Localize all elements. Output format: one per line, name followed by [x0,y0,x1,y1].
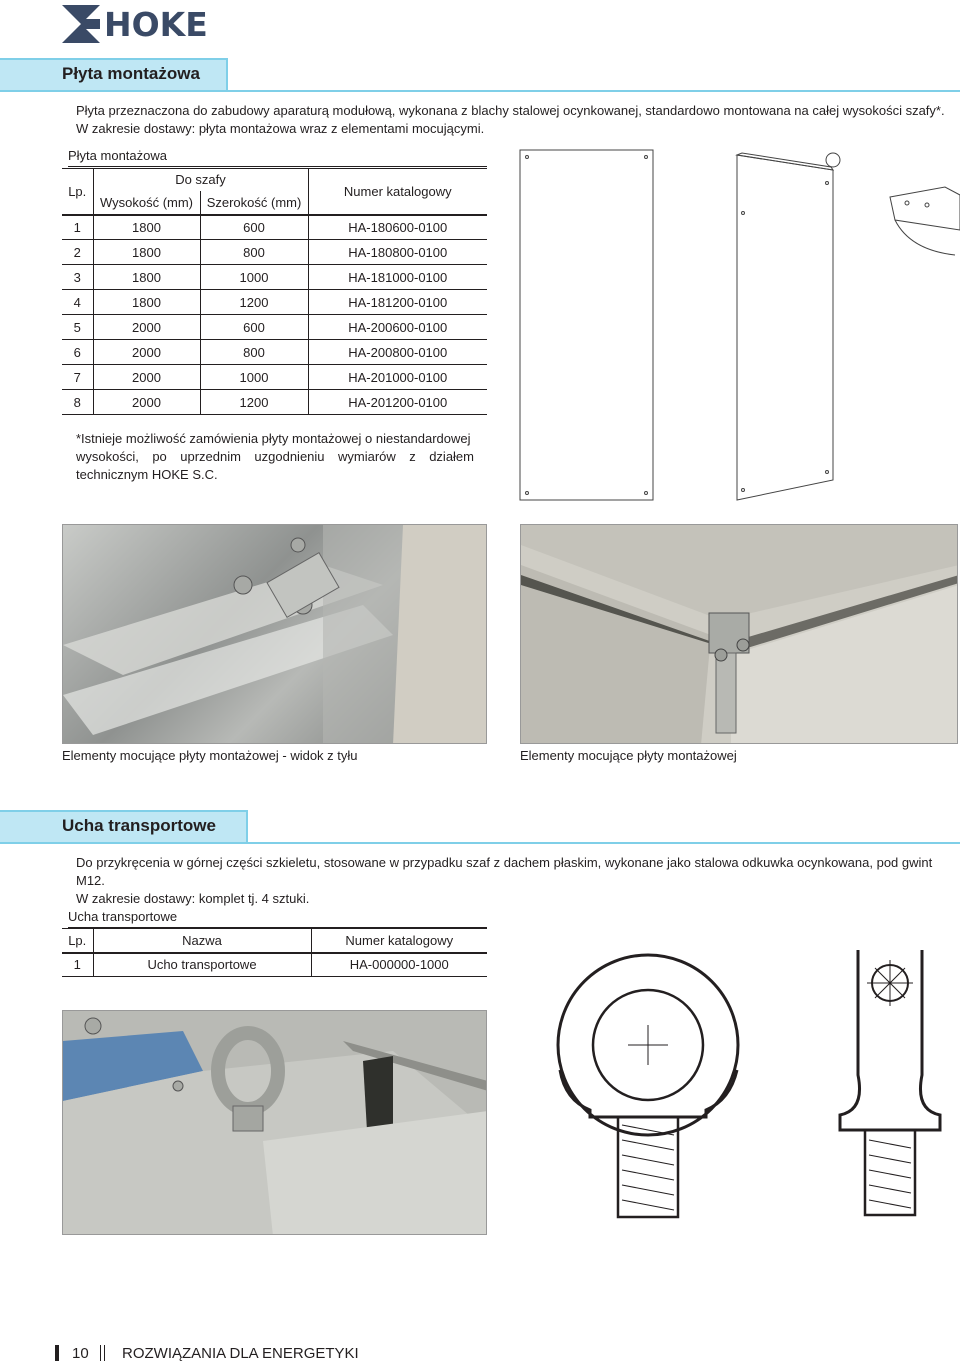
note-line-2: wysokości, po uprzednim uzgodnieniu wymiarów z działem [76,449,474,464]
cell-width: 1000 [200,265,308,290]
table-row [62,315,487,340]
cell-height: 2000 [93,340,200,365]
intro-line-1: Do przykręcenia w górnej części szkieletu, stosowane w przypadku szaf z dachem płaskim, wykonane jako stalowa odkuwka ocynkowana, pod gwint M12. [76,855,933,888]
footer-marker [55,1345,59,1361]
intro-line-2: W zakresie dostawy: komplet tj. 4 sztuki. [76,891,310,906]
cell-catalog: HA-180800-0100 [308,240,487,265]
cell-catalog: HA-200800-0100 [308,340,487,365]
cell-width: 800 [200,340,308,365]
mounting-plate-drawing [515,145,960,505]
custom-height-note [76,430,474,484]
footer-section-label: ROZWIĄZANIA DLA ENERGETYKI [122,1345,359,1362]
intro-line-1: Płyta przeznaczona do zabudowy aparaturą modułową, wykonana z blachy stalowej ocynkowanej, standardowo montowana na całej wysokości szafy*. [76,103,945,118]
cell-lp: 6 [62,340,93,365]
cell-height: 1800 [93,240,200,265]
cell-width: 600 [200,215,308,240]
cell-width: 1000 [200,365,308,390]
caption-back-view: Elementy mocujące płyty montażowej - widok z tyłu [62,748,358,763]
table-title-lifting-eyes: Ucha transportowe [68,909,487,928]
header-catalog: Numer katalogowy [308,169,487,215]
header-lp: Lp. [62,929,93,953]
table-title-mounting-plate: Płyta montażowa [68,148,487,167]
cell-lp: 4 [62,290,93,315]
header-name: Nazwa [93,929,311,953]
lifting-eyes-table [62,928,487,977]
cell-height: 2000 [93,315,200,340]
section-top-line [0,58,228,60]
header-lp: Lp. [62,169,93,215]
photo-mounting-elements [520,524,958,744]
cell-catalog: HA-181000-0100 [308,265,487,290]
cell-width: 600 [200,315,308,340]
section-title-lifting-eyes: Ucha transportowe [0,810,248,844]
table-row [62,340,487,365]
section1-intro [76,102,946,138]
section-top-line [0,810,248,812]
cell-height: 1800 [93,265,200,290]
cell-catalog: HA-181200-0100 [308,290,487,315]
cell-height: 1800 [93,215,200,240]
note-line-1: *Istnieje możliwość zamówienia płyty montażowej o niestandardowej [76,431,471,446]
cell-lp: 1 [62,215,93,240]
cell-lp: 7 [62,365,93,390]
cell-lp: 8 [62,390,93,415]
photo-lifting-eye [62,1010,487,1235]
cell-lp: 5 [62,315,93,340]
cell-height: 2000 [93,365,200,390]
cell-lp: 1 [62,953,93,977]
cell-catalog: HA-000000-1000 [311,953,487,977]
cell-catalog: HA-180600-0100 [308,215,487,240]
note-line-3: technicznym HOKE S.C. [76,467,218,482]
table-row [62,290,487,315]
cell-width: 1200 [200,390,308,415]
photo-mounting-elements-back [62,524,487,744]
table-row [62,215,487,240]
header-width: Szerokość (mm) [200,191,308,215]
section-title-mounting-plate: Płyta montażowa [0,58,228,92]
table-row [62,240,487,265]
section-divider [228,90,960,92]
cell-height: 1800 [93,290,200,315]
brand-logo [62,4,222,44]
cell-height: 2000 [93,390,200,415]
cell-catalog: HA-201000-0100 [308,365,487,390]
header-height: Wysokość (mm) [93,191,200,215]
cell-catalog: HA-200600-0100 [308,315,487,340]
table-row [62,390,487,415]
table-row [62,265,487,290]
page-number: 10 [72,1345,89,1362]
table-row [62,953,487,977]
intro-line-2: W zakresie dostawy: płyta montażowa wraz z elementami mocującymi. [76,121,485,136]
section-divider [248,842,960,844]
cell-name: Ucho transportowe [93,953,311,977]
cell-lp: 3 [62,265,93,290]
cell-catalog: HA-201200-0100 [308,390,487,415]
brand-name: HOKE [104,4,208,44]
header-catalog: Numer katalogowy [311,929,487,953]
cell-width: 1200 [200,290,308,315]
caption-mounting-elements: Elementy mocujące płyty montażowej [520,748,737,763]
footer-divider [100,1345,105,1361]
hoke-logo-icon [62,5,100,43]
section2-intro [76,854,960,908]
table-row [62,365,487,390]
cell-lp: 2 [62,240,93,265]
header-group-cabinet: Do szafy [93,169,308,191]
cell-width: 800 [200,240,308,265]
mounting-plate-table [62,168,487,415]
lifting-eye-drawing [540,935,960,1235]
